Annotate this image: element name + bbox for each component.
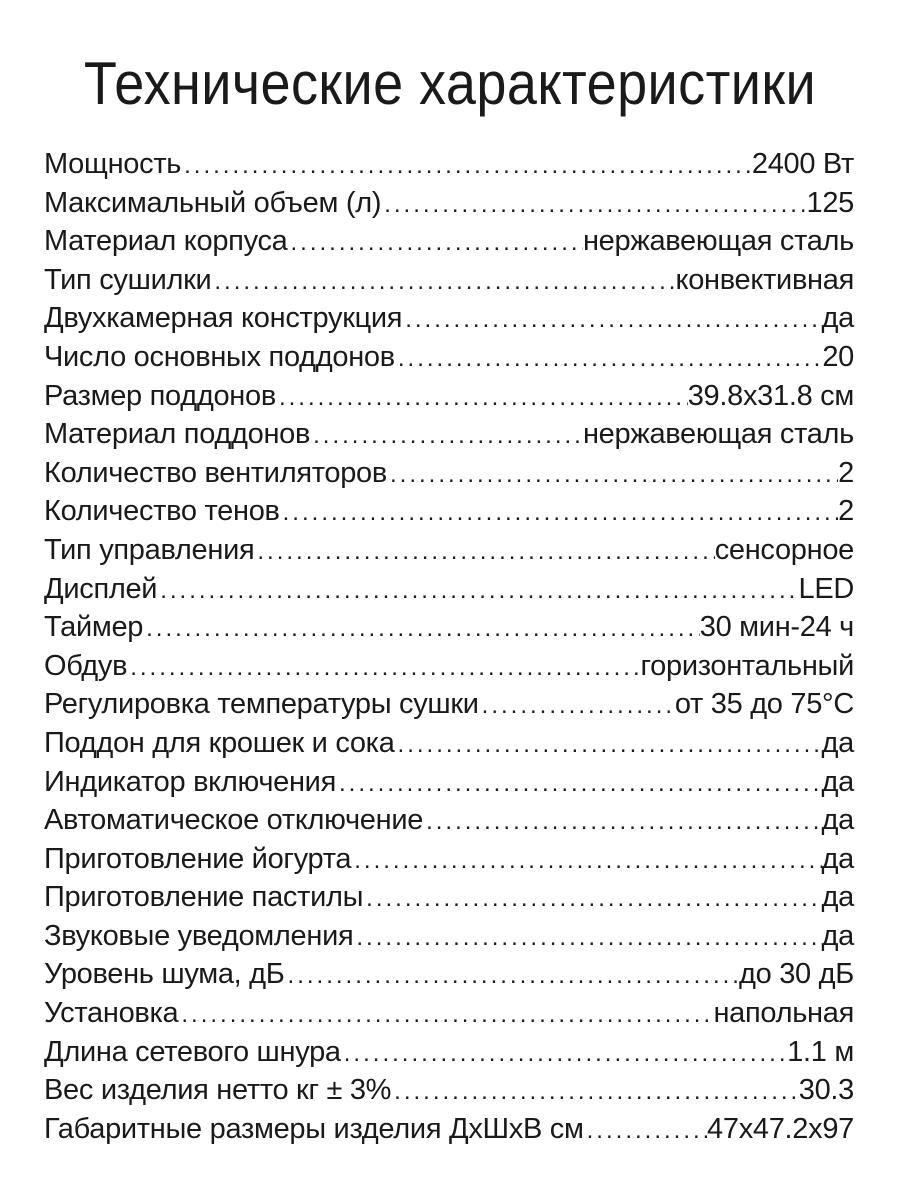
spec-value: напольная [713,997,854,1030]
dot-leader [381,186,806,225]
dot-leader [341,1035,787,1074]
spec-label: Количество вентиляторов [44,456,387,489]
dot-leader [127,649,640,688]
spec-label: Мощность [44,148,182,180]
spec-label: Уровень шума, дБ [44,958,285,991]
dot-leader [387,456,838,495]
spec-label: Установка [44,997,179,1030]
spec-label: Звуковые уведомления [44,919,354,952]
dot-leader [280,494,839,533]
dot-leader [157,572,798,611]
spec-row-display [44,570,854,609]
spec-row-fan-count [44,454,854,493]
spec-label: Габаритные размеры изделия ДхШхВ см [44,1112,584,1145]
spec-row-control-type [44,531,854,570]
spec-label: Автоматическое отключение [44,804,424,837]
spec-row-auto-off [44,801,854,840]
spec-row-pastila [44,878,854,917]
dot-leader [254,533,714,572]
spec-label: Количество тенов [44,495,280,528]
spec-value: да [821,881,854,914]
spec-value: да [821,842,854,875]
dot-leader [276,379,688,418]
spec-value: от 35 до 75°C [674,688,854,721]
spec-value: 30.3 [798,1074,854,1107]
spec-value: да [821,726,854,759]
dot-leader [178,996,713,1035]
spec-row-body-material [44,222,854,261]
spec-label: Поддон для крошек и сока [44,726,395,759]
dot-leader [287,224,582,263]
spec-value: да [821,765,854,798]
dot-leader [310,417,583,456]
spec-value: 30 мин-24 ч [699,611,854,644]
spec-label: Обдув [44,649,128,682]
spec-row-yogurt [44,840,854,879]
dot-leader [143,610,700,649]
spec-row-power-indicator [44,763,854,802]
spec-label: Тип управления [44,533,255,566]
spec-value: 2 [838,495,854,528]
spec-row-dryer-type [44,261,854,300]
spec-value: конвективная [675,263,854,296]
spec-label: Материал поддонов [44,418,311,451]
spec-label: Двухкамерная конструкция [44,302,403,335]
spec-label: Индикатор включения [44,765,336,798]
spec-value: 2400 Вт [751,148,854,180]
spec-row-timer [44,608,854,647]
dot-leader [336,765,822,804]
spec-value: сенсорное [714,533,854,566]
spec-value: 39.8x31.8 см [687,379,854,412]
spec-value: да [821,302,854,335]
spec-value: 1.1 м [787,1035,854,1068]
spec-value: нержавеющая сталь [582,225,854,258]
dot-leader [584,1112,707,1151]
spec-label: Вес изделия нетто кг ± 3% [44,1074,392,1107]
spec-value: 47x47.2x97 [707,1112,854,1145]
spec-value: до 30 дБ [739,958,854,991]
dot-leader [402,301,821,340]
dot-leader [181,147,752,186]
spec-row-tray-material [44,415,854,454]
dot-leader [479,687,675,726]
dot-leader [285,957,739,996]
spec-value: LED [798,572,854,605]
spec-row-dual-chamber [44,299,854,338]
spec-value: да [821,919,854,952]
spec-value: да [821,804,854,837]
spec-label: Тип сушилки [44,263,212,296]
spec-row-dimensions [44,1110,854,1149]
spec-row-sound-alerts [44,917,854,956]
spec-row-tray-size [44,377,854,416]
spec-label: Длина сетевого шнура [44,1035,341,1068]
spec-label: Регулировка температуры сушки [44,688,479,721]
spec-value: 20 [822,340,854,373]
dot-leader [395,726,822,765]
spec-row-airflow [44,647,854,686]
dot-leader [395,340,822,379]
spec-label: Максимальный объем (л) [44,186,382,219]
spec-row-temperature-range [44,685,854,724]
spec-row-net-weight [44,1071,854,1110]
spec-label: Размер поддонов [44,379,276,412]
spec-row-tray-count [44,338,854,377]
spec-row-power [44,145,854,184]
spec-label: Таймер [44,611,144,644]
dot-leader [211,263,675,302]
spec-label: Приготовление йогурта [44,842,352,875]
spec-row-max-volume [44,184,854,223]
page-title: Технические характеристики [83,50,817,117]
spec-label: Дисплей [44,572,158,605]
spec-row-crumb-tray [44,724,854,763]
dot-leader [391,1073,799,1112]
dot-leader [363,880,821,919]
spec-row-installation [44,994,854,1033]
spec-value: 125 [806,186,854,219]
spec-row-noise-level [44,955,854,994]
spec-label: Число основных поддонов [44,340,395,373]
spec-row-heater-count [44,492,854,531]
dot-leader [423,803,821,842]
spec-list [44,145,854,1148]
spec-value: 2 [838,456,854,489]
spec-label: Приготовление пастилы [44,881,364,914]
dot-leader [353,919,821,958]
spec-label: Материал корпуса [44,225,288,258]
spec-row-cord-length [44,1033,854,1072]
spec-value: нержавеющая сталь [582,418,854,451]
dot-leader [351,842,821,881]
spec-value: горизонтальный [640,649,854,682]
